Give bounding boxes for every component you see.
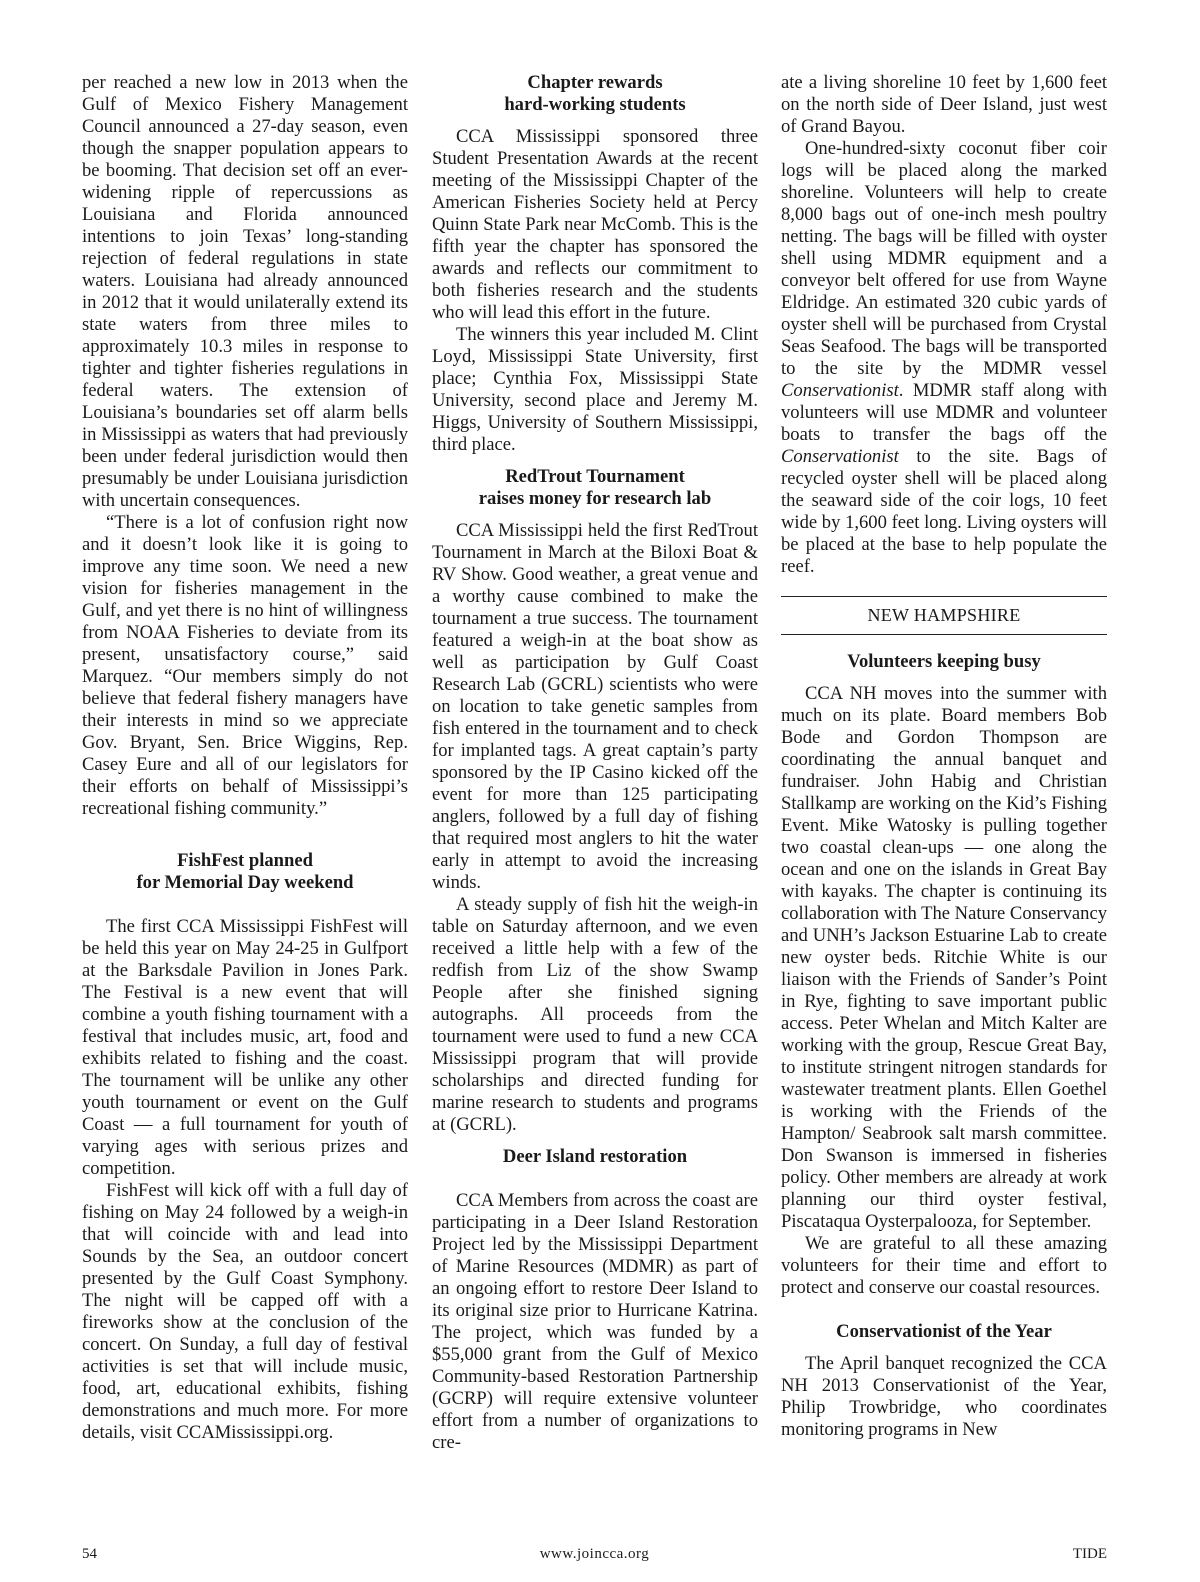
article-paragraph: CCA Members from across the coast are participating in a Deer Island Restoration Project led by the Mississippi Department of Marine Resources (MDMR) as part of an ongoing effort to restore Deer Island to its original size prior to Hurricane Katrina. The project, which was funded by a $55,000 grant from the Gulf of Mexico Community-based Restoration Partnership (GCRP) will require extensive volunteer effort from a number of organizations to cre-: [432, 1190, 758, 1453]
section-heading-deer-island: Deer Island restoration: [502, 1146, 688, 1167]
section-heading-volunteers: Volunteers keeping busy: [847, 651, 1041, 672]
article-paragraph: The April banquet recognized the CCA NH 2013 Conservationist of the Year, Philip Trowbridge, who coordinates monitoring programs in New: [781, 1353, 1107, 1440]
article-paragraph: ate a living shoreline 10 feet by 1,600 feet on the north side of Deer Island, just west of Grand Bayou.: [781, 72, 1107, 137]
section-heading-redtrout: RedTrout Tournament raises money for research lab: [478, 466, 712, 509]
section-heading-fishfest: FishFest planned for Memorial Day weekend: [136, 850, 354, 893]
article-paragraph: The first CCA Mississippi FishFest will be held this year on May 24-25 in Gulfport at the Barksdale Pavilion in Jones Park. The Festival is a new event that will combine a youth fishing tournament with a festival that includes music, art, food and exhibits related to fishing and the coast. The tournament will be unlike any other youth tournament or event on the Gulf Coast — a full tournament for youth of varying ages with serious prizes and competition.: [82, 916, 408, 1179]
section-heading-chapter-rewards: Chapter rewards hard-working students: [504, 72, 686, 115]
article-paragraph: The winners this year included M. Clint Loyd, Mississippi State University, first place; Cynthia Fox, Mississippi State University, second place and Jeremy M. Higgs, University of Southern Mississippi, third place.: [432, 324, 758, 455]
vessel-name: Conservationist: [781, 380, 899, 401]
magazine-name: TIDE: [1072, 1546, 1107, 1562]
column-2: [432, 72, 758, 1454]
article-paragraph: per reached a new low in 2013 when the Gulf of Mexico Fishery Management Council announced a 27-day season, even though the snapper population appears to be booming. That decision set off an ever-widening ripple of repercussions as Louisiana and Florida announced intentions to join Texas’ long-standing rejection of federal regulations in state waters. Louisiana had already announced in 2012 that it would unilaterally extend its state waters from three miles to approximately 10.3 miles in response to tighter and tighter fisheries regulations in federal waters. The extension of Louisiana’s boundaries set off alarm bells in Mississippi as waters that had previously been under federal jurisdiction would then presumably be under Louisiana jurisdiction with uncertain consequences.: [82, 72, 408, 511]
article-paragraph: One-hundred-sixty coconut fiber coir logs will be placed along the marked shoreline. Volunteers will help to create 8,000 bags out of one-inch mesh poultry netting. The bags will be filled with oyster shell using MDMR equipment and a conveyor belt offered for use from Wayne Eldridge. An estimated 320 cubic yards of oyster shell will be purchased from Crystal Seas Seafood. The bags will be transported to the site by the MDMR vessel Conservationist. MDMR staff along with volunteers will use MDMR and volunteer boats to transfer the bags off the Conservationist to the site. Bags of recycled oyster shell will be placed along the seaward side of the coir logs, 10 feet wide by 1,600 feet long. Living oysters will be placed at the base to help populate the reef.: [781, 138, 1108, 577]
column-1: [82, 72, 408, 1444]
article-paragraph: CCA NH moves into the summer with much on its plate. Board members Bob Bode and Gordon Thompson are coordinating the annual banquet and fundraiser. John Habig and Christian Stallkamp are working on the Kid’s Fishing Event. Mike Watosky is pulling together two coastal clean-ups — one along the ocean and one on the islands in Great Bay with kayaks. The chapter is continuing its collaboration with The Nature Conservancy and UNH’s Jackson Estuarine Lab to create new oyster beds. Ritchie White is our liaison with the Friends of Sander’s Point in Rye, fighting to save important public access. Peter Whelan and Mitch Kalter are working with the group, Rescue Great Bay, to institute stringent nitrogen standards for wastewater treatment plants. Ellen Goethel is working with the Friends of the Hampton/ Seabrook salt marsh committee. Don Swanson is immersed in fisheries policy. Other members are already at work planning our third oyster festival, Piscataqua Oysterpalooza, for September.: [781, 683, 1107, 1232]
article-paragraph: A steady supply of fish hit the weigh-in table on Saturday afternoon, and we even received a little help with a few of the redfish from Liz of the show Swamp People after she finished signing autographs. All proceeds from the tournament were used to fund a new CCA Mississippi program that will provide scholarships and directed funding for marine research to students and programs at (GCRL).: [432, 894, 758, 1135]
article-paragraph: CCA Mississippi held the first RedTrout Tournament in March at the Biloxi Boat & RV Show. Good weather, a great venue and a worthy cause combined to make the tournament a true success. The tournament featured a weigh-in at the boat show as well as participation by Gulf Coast Research Lab (GCRL) scientists who were on location to take genetic samples from fish entered in the tournament and to check for implanted tags. A great captain’s party sponsored by the IP Casino kicked off the event for more than 125 participating anglers, followed by a full day of fishing that required most anglers to hit the water early in attempt to avoid the increasing winds.: [432, 520, 758, 893]
article-paragraph: FishFest will kick off with a full day of fishing on May 24 followed by a weigh-in that will coincide with and lead into Sounds by the Sea, an outdoor concert presented by the Gulf Coast Symphony. The night will be capped off with a fireworks show at the conclusion of the concert. On Sunday, a full day of festival activities is set that will include music, food, art, educational exhibits, fishing demonstrations and much more. For more details, visit CCAMississippi.org.: [82, 1180, 408, 1443]
article-paragraph: “There is a lot of confusion right now and it doesn’t look like it is going to improve any time soon. We need a new vision for fisheries management in the Gulf, and yet there is no hint of willingness from NOAA Fisheries to deviate from its present, unsatisfactory course,” said Marquez. “Our members simply do not believe that federal fishery managers have their interests in mind so we appreciate Gov. Bryant, Sen. Brice Wiggins, Rep. Casey Eure and all of our legislators for their efforts on behalf of Mississippi’s recreational fishing community.”: [82, 512, 408, 819]
vessel-name: Conservationist: [781, 446, 899, 467]
article-paragraph: We are grateful to all these amazing volunteers for their time and effort to protect and conserve our coastal resources.: [781, 1233, 1107, 1298]
column-3: [781, 72, 1107, 1441]
page-number: 54: [82, 1546, 97, 1562]
state-section-heading: NEW HAMPSHIRE: [781, 596, 1107, 635]
article-paragraph: CCA Mississippi sponsored three Student Presentation Awards at the recent meeting of the Mississippi Chapter of the American Fisheries Society held at Percy Quinn State Park near McComb. This is the fifth year the chapter has sponsored the awards and reflects our commitment to both fisheries research and the students who will lead this effort in the future.: [432, 126, 758, 323]
footer-url: www.joincca.org: [539, 1546, 650, 1562]
section-heading-conservationist: Conservationist of the Year: [836, 1321, 1052, 1342]
